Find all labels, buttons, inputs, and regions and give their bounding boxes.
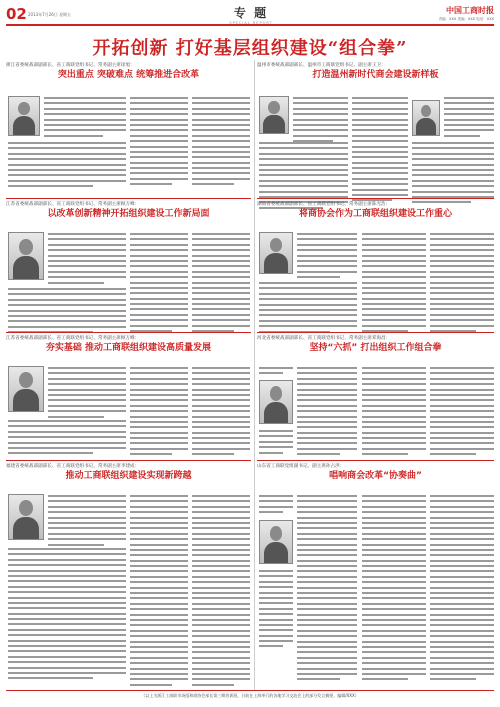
- portrait-photo: [8, 366, 44, 412]
- article-body-text: [48, 495, 126, 549]
- article-body-text: [412, 142, 494, 207]
- article-title: 突出重点 突破难点 统筹推进合改革: [57, 69, 200, 80]
- article-byline: 湖南省委统战部副部长、省工商联党组书记、常务副主席陈光浩：: [257, 202, 391, 207]
- article-body-text: [430, 495, 494, 684]
- portrait-photo: [8, 494, 44, 540]
- page-footer-note: （以上为浙江工商联市场组和商协会部长第三期培训班，日前在上海举行的各地学习交流会上的部分发言摘要。编辑/XXX）: [6, 690, 494, 699]
- article-body-text: [130, 495, 188, 689]
- article-body-text: [192, 367, 250, 459]
- masthead-info: 责编：XXX 美编：XXX 电话：XXX: [438, 17, 494, 21]
- article-title: 以改革创新精神开拓组织建设工作新局面: [47, 208, 210, 219]
- article-body-text: [430, 233, 494, 335]
- page-header: [6, 4, 494, 26]
- article-gu-wanfeng-2: [6, 336, 251, 354]
- article-body-text: [352, 97, 408, 205]
- article-body-text: [259, 367, 293, 378]
- article-byline: 江苏省委统战部副部长、省工商联党组书记、常务副主席顾万峰：: [6, 336, 140, 341]
- portrait-photo: [259, 520, 293, 564]
- article-deng-haichang: [257, 336, 494, 354]
- page-headline: 开拓创新 打好基层组织建设“组合拳”: [92, 38, 408, 59]
- article-body-text: [293, 97, 348, 146]
- newspaper-masthead: 中国工商时报: [446, 5, 494, 15]
- portrait-photo: [412, 100, 440, 136]
- article-title: 打造温州新时代商会建设新样板: [312, 69, 439, 80]
- article-byline: 福建省委统战部副部长、省工商联党组书记、常务副主席李建成：: [6, 464, 140, 469]
- article-chen-guanghao: [257, 202, 494, 220]
- article-body-text: [297, 367, 357, 459]
- article-body-text: [48, 367, 126, 421]
- article-body-text: [192, 495, 250, 689]
- article-body-text: [48, 233, 126, 287]
- article-body-text: [8, 142, 126, 191]
- portrait-photo: [259, 380, 293, 424]
- article-sun-zhanhong: [257, 464, 494, 482]
- article-gu-wanfeng-1: [6, 202, 251, 220]
- article-byline: 河北省委统战部副部长、省工商联党组书记、常务副主席邓海昌：: [257, 336, 391, 341]
- section-title: 专 题: [233, 6, 269, 20]
- article-body-text: [130, 367, 188, 459]
- article-body-text: [259, 282, 357, 336]
- portrait-photo: [8, 96, 40, 136]
- article-title: 夯实基础 推动工商联组织建设高质量发展: [45, 342, 212, 353]
- article-body-text: [8, 288, 126, 337]
- article-body-text: [130, 233, 188, 335]
- article-divider: [6, 332, 251, 333]
- article-body-text: [444, 97, 494, 140]
- article-byline: 山东省工商联党组副书记、副主席孙占洪：: [257, 464, 345, 469]
- article-body-text: [130, 97, 188, 189]
- article-byline: 浙江省委统战部副部长、省工商联党组书记、常务副主席徐旭：: [6, 63, 135, 68]
- section-label: [206, 4, 296, 25]
- portrait-photo: [8, 232, 44, 280]
- article-body-text: [362, 495, 426, 684]
- article-body-text: [362, 367, 426, 459]
- article-title: 将商协会作为工商联组织建设工作重心: [298, 208, 452, 219]
- article-body-text: [259, 430, 293, 457]
- article-divider: [257, 332, 494, 333]
- portrait-photo: [259, 232, 293, 274]
- article-divider: [257, 198, 494, 199]
- article-body-text: [259, 495, 293, 517]
- article-body-text: [8, 548, 126, 683]
- article-xu-xu: [6, 63, 251, 81]
- issue-date: 2013年7月26日 星期五: [28, 12, 72, 17]
- article-body-text: [297, 495, 357, 684]
- article-title: 唱响商会改革“协奏曲”: [329, 470, 422, 481]
- article-body-text: [192, 97, 250, 189]
- article-body-text: [430, 367, 494, 459]
- article-wang-wei: [257, 63, 494, 81]
- portrait-photo: [259, 96, 289, 134]
- article-body-text: [297, 233, 357, 282]
- column-divider: [254, 60, 255, 690]
- article-divider: [6, 198, 251, 199]
- article-body-text: [44, 97, 126, 140]
- page-number: 02: [6, 5, 27, 23]
- article-title: 坚持“六抓” 打出组织工作组合拳: [309, 342, 442, 353]
- article-body-text: [8, 420, 126, 458]
- article-byline: 温州市委统战部副部长、温州市工商联党组书记、副主席王卫：: [257, 63, 386, 68]
- article-byline: 江苏省委统战部副部长、省工商联党组书记、常务副主席顾万峰：: [6, 202, 140, 207]
- article-body-text: [362, 233, 426, 335]
- article-li-jiancheng: [6, 464, 251, 482]
- section-title-en: SPECIAL REPORT: [229, 21, 273, 25]
- article-title: 推动工商联组织建设实现新跨越: [65, 470, 192, 481]
- article-body-text: [259, 570, 293, 651]
- article-divider: [6, 460, 251, 461]
- article-body-text: [192, 233, 250, 335]
- article-divider: [257, 460, 494, 461]
